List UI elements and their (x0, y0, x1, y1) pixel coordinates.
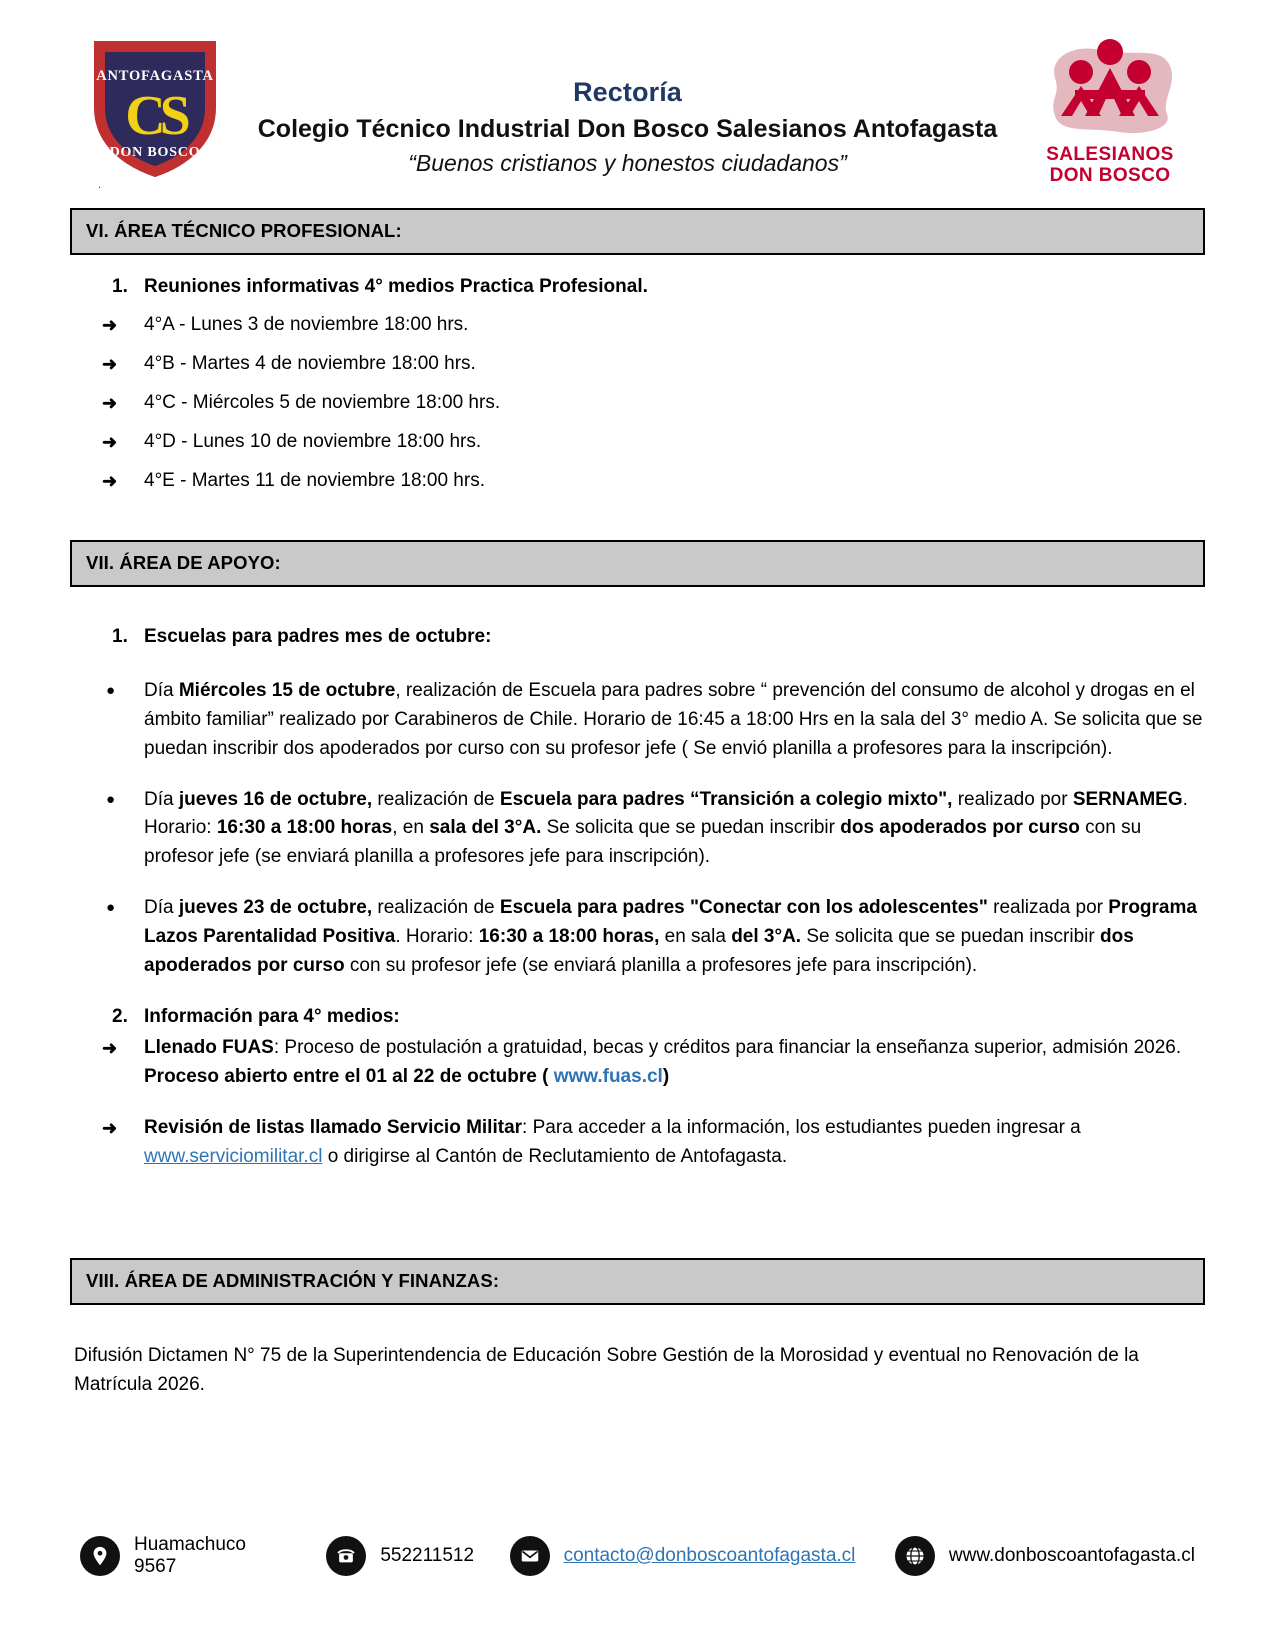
t: con su profesor jefe (se enviará planilla a profesores jefe para inscripción). (344, 954, 978, 976)
list-text: 4°B - Martes 4 de noviembre 18:00 hrs. (144, 352, 476, 374)
list-item (102, 894, 1205, 981)
t: Día (144, 897, 179, 919)
t: Escuela para padres "Conectar con los adolescentes" (499, 897, 988, 919)
svg-text:ANTOFAGASTA: ANTOFAGASTA (96, 68, 214, 84)
t: : Para acceder a la información, los estudiantes pueden ingresar a (522, 1117, 1081, 1139)
t: realización de (372, 897, 500, 919)
salesianos-figures-icon (1035, 38, 1185, 142)
arrow-right-icon: ➜ (102, 392, 118, 413)
list-item (102, 428, 1205, 457)
fuas-link[interactable]: www.fuas.cl (553, 1066, 663, 1088)
header-titles (240, 28, 1015, 179)
shield-graphic (89, 32, 221, 180)
t: realización de (372, 788, 500, 810)
bullet-dot-icon: ● (106, 681, 116, 699)
t: Se solicita que se puedan inscribir (541, 817, 841, 839)
t: 16:30 a 18:00 horas, (478, 926, 660, 947)
t: SERNAMEG (1072, 788, 1183, 810)
section-vii-body (70, 623, 1205, 1171)
arrow-right-icon: ➜ (102, 1118, 118, 1139)
shield-svg (89, 32, 221, 180)
salesianos-logo-line1: SALESIANOS (1046, 144, 1174, 165)
t: . Horario: (395, 926, 479, 947)
arrow-right-icon: ➜ (102, 314, 118, 335)
footer-phone-text: 552211512 (380, 1545, 475, 1566)
svg-text:DON BOSCO: DON BOSCO (109, 145, 201, 160)
list-item (102, 1114, 1205, 1172)
t: o dirigirse al Cantón de Reclutamiento de Antofagasta. (322, 1145, 788, 1167)
t: ) (662, 1066, 670, 1088)
t: sala del 3°A. (429, 817, 542, 839)
t: , en (392, 817, 430, 839)
bullet-paragraph (144, 786, 1205, 873)
fuas-paragraph (144, 1034, 1205, 1092)
section-header-viii (70, 1258, 1205, 1305)
t: Se solicita que se puedan inscribir (801, 926, 1100, 947)
section-header-vii (70, 540, 1205, 587)
t: Día (144, 679, 179, 701)
list-number: 1. (112, 276, 128, 297)
t: Día (144, 788, 179, 810)
list-item (102, 1003, 1205, 1031)
list-item (102, 786, 1205, 873)
list-item (102, 677, 1205, 764)
list-item (102, 623, 1205, 651)
servicio-militar-paragraph (144, 1114, 1205, 1172)
footer-email-link[interactable]: contacto@donboscoantofagasta.cl (563, 1545, 856, 1566)
salesianos-logo-line2: DON BOSCO (1049, 165, 1171, 187)
t: 16:30 a 18:00 horas (216, 817, 393, 839)
page-title: Rectoría (573, 77, 682, 107)
t: Programa Lazos Parentalidad Positiva (144, 897, 1197, 947)
arrow-right-icon: ➜ (102, 432, 118, 453)
bullet-dot-icon: ● (106, 899, 116, 917)
location-pin-icon (80, 1536, 120, 1576)
section-vi-body (70, 273, 1205, 496)
section-vi-label: VI. ÁREA TÉCNICO PROFESIONAL: (86, 220, 402, 241)
list-text: 4°E - Martes 11 de noviembre 18:00 hrs. (144, 470, 485, 492)
school-shield-logo (70, 28, 240, 180)
t: con su profesor jefe (se enviará planilla a profesores jefe para inscripción). (144, 817, 1142, 868)
list-text: 4°C - Miércoles 5 de noviembre 18:00 hrs. (144, 391, 501, 413)
footer-website (895, 1536, 1195, 1576)
list-text: Escuelas para padres mes de octubre: (144, 626, 492, 648)
section-vii-label: VII. ÁREA DE APOYO: (86, 552, 281, 574)
t: Revisión de listas llamado Servicio Militar (144, 1117, 523, 1139)
list-item (102, 350, 1205, 379)
t: . Horario: (144, 788, 1188, 839)
footer-email (510, 1536, 856, 1576)
telephone-icon (326, 1536, 366, 1576)
servicio-militar-link[interactable]: www.serviciomilitar.cl (144, 1145, 323, 1167)
svg-text:CS: CS (125, 85, 185, 147)
list-text: Información para 4° medios: (144, 1005, 400, 1027)
t: del 3°A. (731, 926, 802, 947)
t: : Proceso de postulación a gratuidad, becas y créditos para financiar la enseñanza superior, admisión 2026. (273, 1037, 1182, 1059)
t: , realización de Escuela para padres sobre “ prevención del consumo de alcohol y drogas en el ámbito familiar” realizado por Carabineros de Chile. Horario de 16:45 a 18:00 Hrs en la sala del 3° medio A. Se solicita que se puedan inscribir dos apoderados por curso con su profesor jefe ( Se envió planilla a profesores para la inscripción). (144, 679, 1203, 759)
envelope-icon (510, 1536, 550, 1576)
school-motto: “Buenos cristianos y honestos ciudadanos” (408, 150, 847, 177)
document-header (0, 0, 1275, 187)
list-item (102, 467, 1205, 496)
list-item (102, 389, 1205, 418)
t: dos apoderados por curso (144, 926, 1134, 976)
globe-icon (895, 1536, 935, 1576)
t: realizado por (952, 788, 1073, 810)
footer-address-text: Huamachuco 9567 (134, 1534, 246, 1577)
salesianos-logo (1015, 28, 1205, 187)
footer-website-text: www.donboscoantofagasta.cl (948, 1545, 1195, 1566)
list-item (102, 1034, 1205, 1092)
t: Proceso abierto entre el 01 al 22 de octubre ( (144, 1066, 554, 1088)
bullet-paragraph (144, 677, 1205, 764)
bullet-paragraph (144, 894, 1205, 981)
list-item (102, 273, 1205, 301)
t: jueves 23 de octubre, (178, 897, 373, 919)
t: Miércoles 15 de octubre (178, 679, 396, 701)
stray-dot-mark: . (98, 179, 102, 191)
t: jueves 16 de octubre, (178, 788, 373, 810)
salesianos-logo-text (1046, 144, 1174, 187)
list-text: 4°D - Lunes 10 de noviembre 18:00 hrs. (144, 431, 482, 453)
list-text: 4°A - Lunes 3 de noviembre 18:00 hrs. (144, 313, 469, 335)
contact-footer (0, 1534, 1275, 1578)
list-item (102, 311, 1205, 340)
list-number: 1. (112, 626, 128, 648)
section-header-vi (70, 208, 1205, 255)
arrow-right-icon: ➜ (102, 471, 118, 492)
document-body (0, 180, 1275, 1400)
arrow-right-icon: ➜ (102, 1038, 118, 1059)
t: realizada por (987, 897, 1109, 919)
t: Llenado FUAS (144, 1037, 274, 1059)
school-name: Colegio Técnico Industrial Don Bosco Salesianos Antofagasta (257, 114, 998, 143)
t: dos apoderados por curso (840, 817, 1080, 839)
bullet-dot-icon: ● (106, 790, 116, 808)
t: en sala (659, 926, 732, 947)
footer-phone (326, 1536, 474, 1576)
section-viii-label: VIII. ÁREA DE ADMINISTRACIÓN Y FINANZAS: (86, 1269, 500, 1291)
t: Escuela para padres “Transición a colegio mixto", (499, 788, 953, 810)
section-viii-paragraph: Difusión Dictamen N° 75 de la Superintendencia de Educación Sobre Gestión de la Morosidad y eventual no Renovación de la Matrícula 2026. (74, 1344, 1139, 1396)
arrow-right-icon: ➜ (102, 353, 118, 374)
list-number: 2. (112, 1005, 128, 1027)
list-text: Reuniones informativas 4° medios Practica Profesional. (144, 276, 648, 297)
footer-address (80, 1534, 291, 1578)
